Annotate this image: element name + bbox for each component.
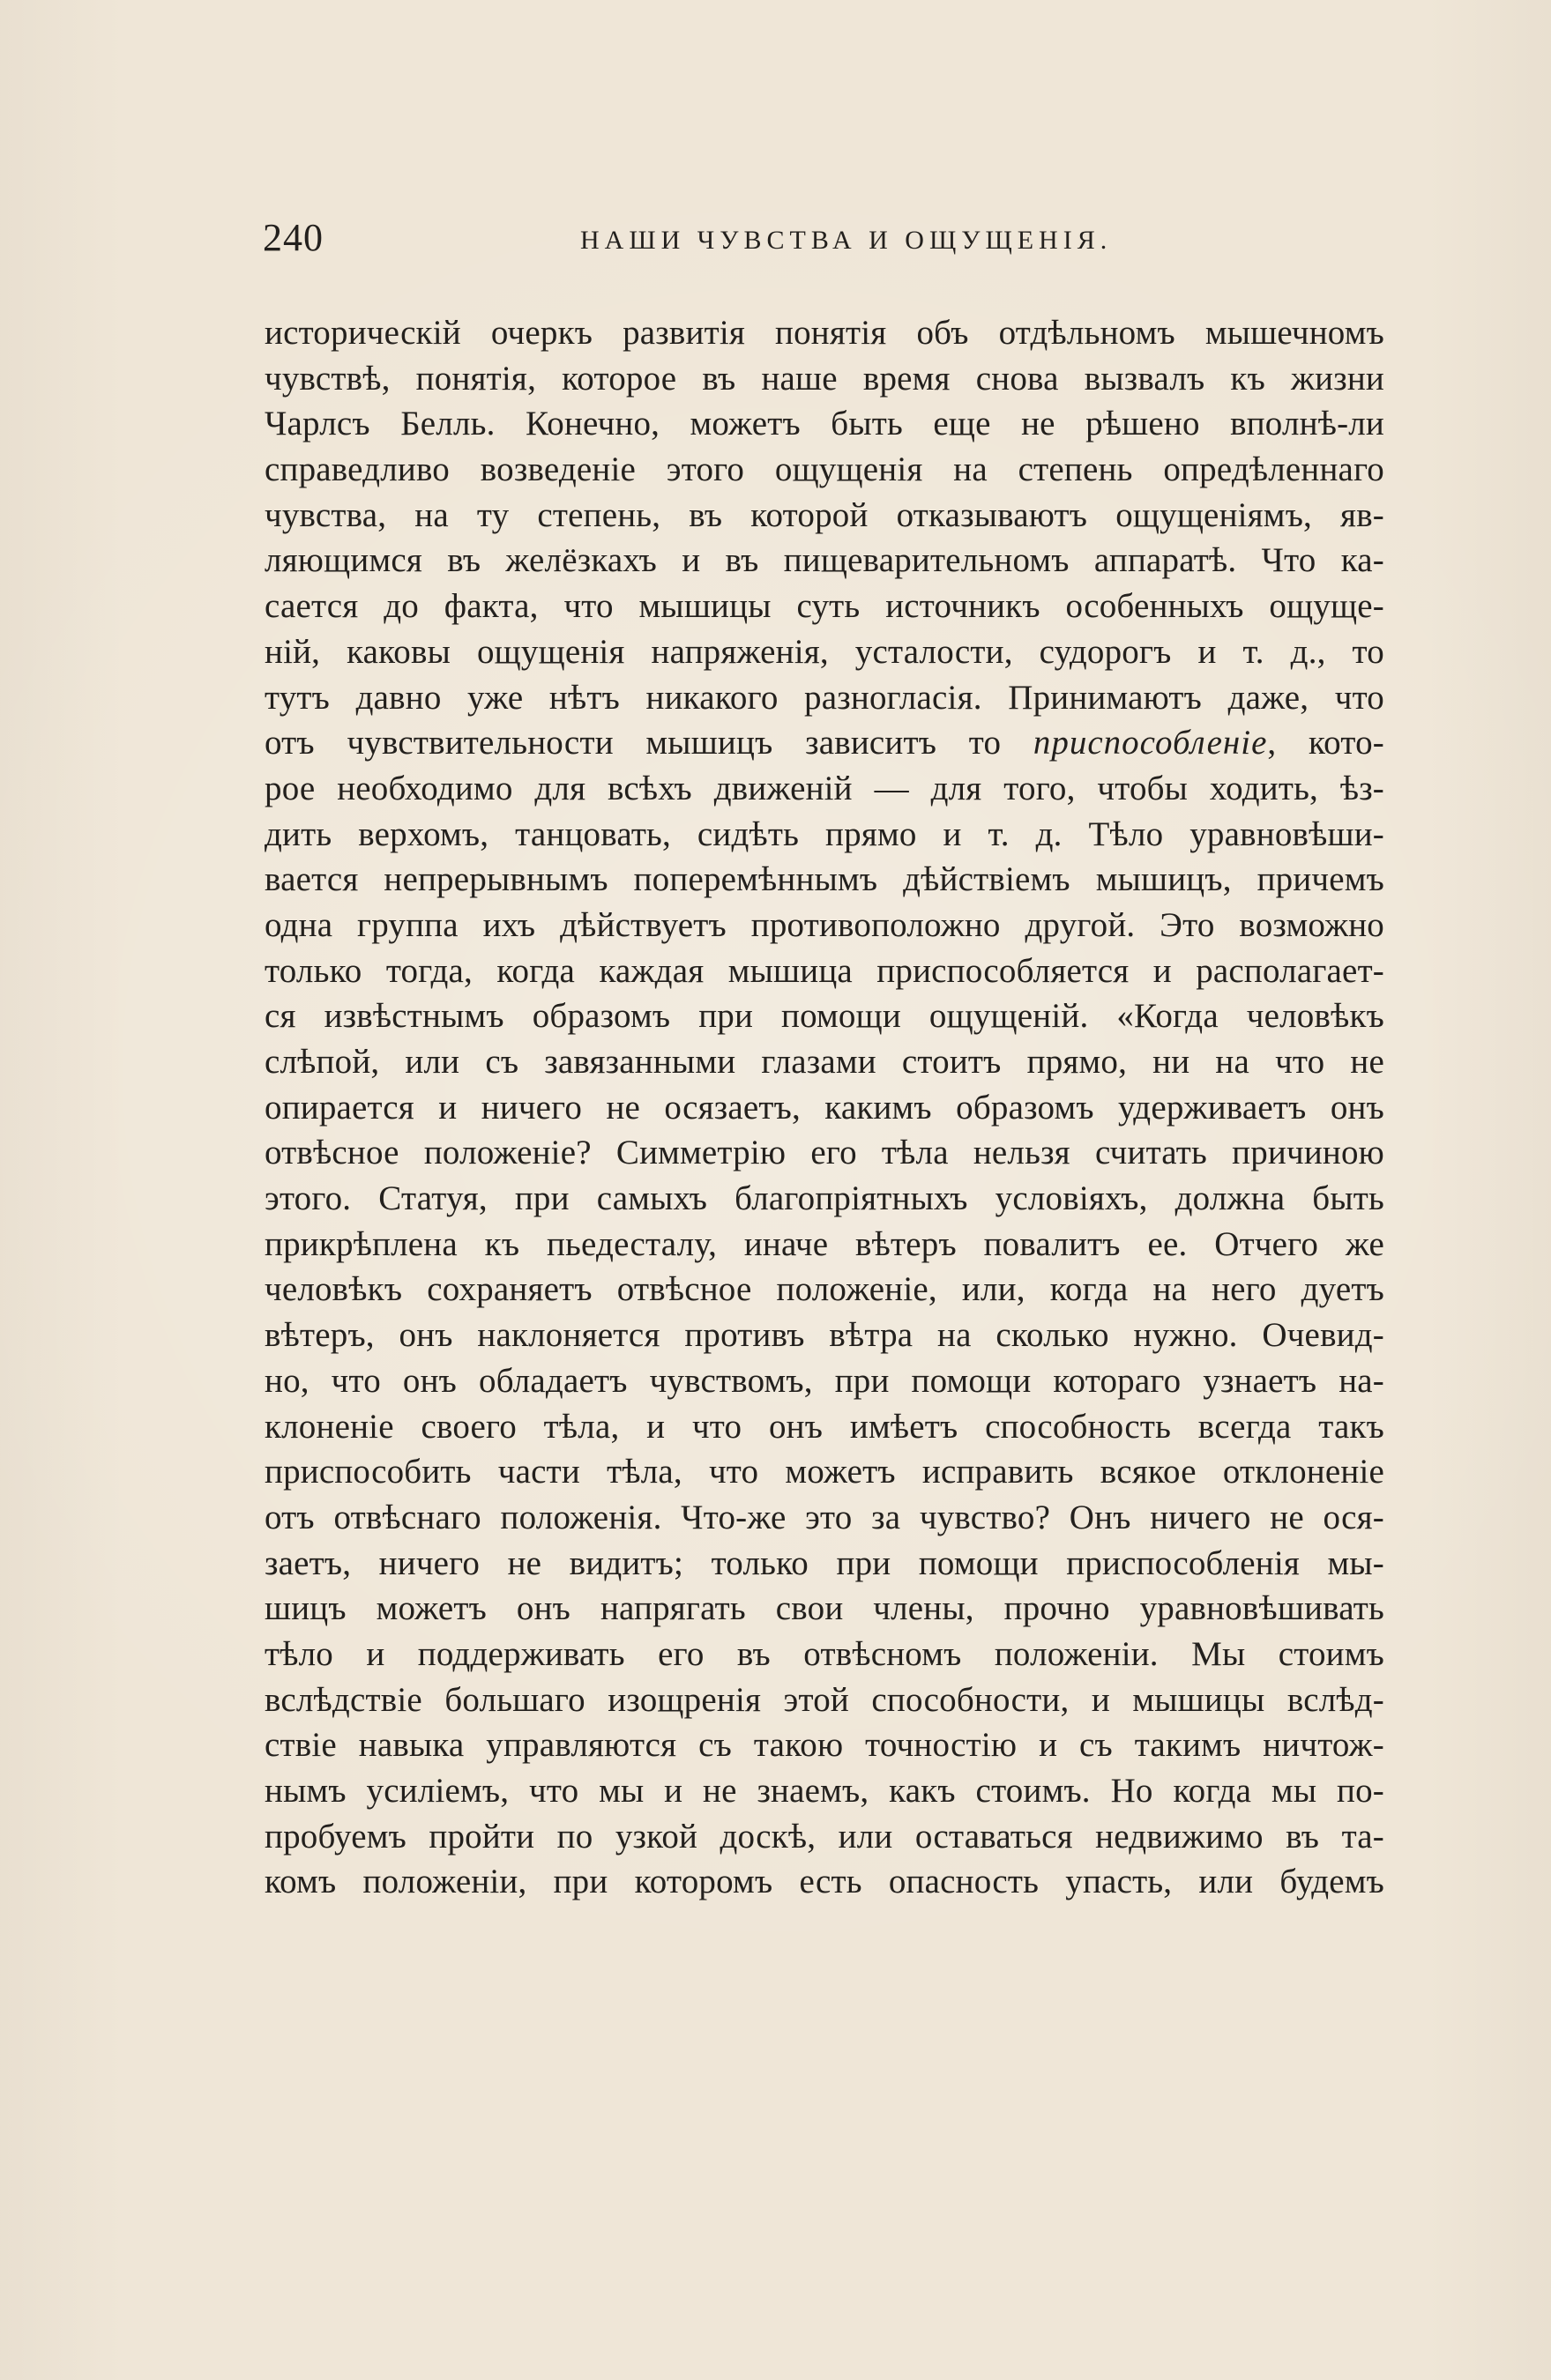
text-line-part: отъ чувствительности мышицъ зависитъ то: [265, 724, 1033, 762]
text-line: опирается и ничего не осязаетъ, какимъ образомъ удерживаетъ онъ: [265, 1088, 1384, 1127]
text-line-part: , кото-: [1267, 724, 1384, 762]
text-line: клоненіе своего тѣла, и что онъ имѣетъ способность всегда такъ: [265, 1407, 1384, 1446]
text-line: вслѣдствіе большаго изощренія этой способности, и мышицы вслѣд-: [265, 1680, 1384, 1719]
text-line: ся извѣстнымъ образомъ при помощи ощущеній. «Когда человѣкъ: [265, 997, 1384, 1036]
text-line: вѣтеръ, онъ наклоняется противъ вѣтра на сколько нужно. Очевид-: [265, 1316, 1384, 1355]
text-line: но, что онъ обладаетъ чувствомъ, при помощи котораго узнаетъ на-: [265, 1361, 1384, 1400]
text-line: только тогда, когда каждая мышица приспособляется и располагает-: [265, 951, 1384, 990]
text-line: пробуемъ пройти по узкой доскѣ, или оставаться недвижимо въ та-: [265, 1817, 1384, 1856]
text-line: приспособить части тѣла, что можетъ исправить всякое отклоненіе: [265, 1453, 1384, 1491]
text-line: чувства, на ту степень, въ которой отказываютъ ощущеніямъ, яв-: [265, 495, 1384, 534]
text-line: комъ положеніи, при которомъ есть опасность упасть, или будемъ: [265, 1863, 1384, 1901]
text-line: заетъ, ничего не видитъ; только при помощи приспособленія мы-: [265, 1543, 1384, 1582]
text-line: Чарлсъ Белль. Конечно, можетъ быть еще не рѣшено вполнѣ-ли: [265, 405, 1384, 443]
text-line: отвѣсное положеніе? Симметрію его тѣла нельзя считать причиною: [265, 1134, 1384, 1172]
text-line: слѣпой, или съ завязанными глазами стоитъ прямо, ни на что не: [265, 1043, 1384, 1081]
text-line: тутъ давно уже нѣтъ никакого разногласія. Принимаютъ даже, что: [265, 678, 1384, 717]
emphasized-word: приспособленіе: [1033, 724, 1268, 762]
text-line: этого. Статуя, при самыхъ благопріятныхъ условіяхъ, должна быть: [265, 1179, 1384, 1218]
text-line: человѣкъ сохраняетъ отвѣсное положеніе, или, когда на него дуетъ: [265, 1270, 1384, 1309]
text-line: чувствѣ, понятія, которое въ наше время снова вызвалъ къ жизни: [265, 359, 1384, 398]
text-line: нымъ усиліемъ, что мы и не знаемъ, какъ стоимъ. Но когда мы по-: [265, 1772, 1384, 1810]
page-number: 240: [263, 216, 324, 259]
text-line: прикрѣплена къ пьедесталу, иначе вѣтеръ повалитъ ее. Отчего же: [265, 1224, 1384, 1263]
text-line: вается непрерывнымъ поперемѣннымъ дѣйствіемъ мышицъ, причемъ: [265, 860, 1384, 899]
text-line: справедливо возведеніе этого ощущенія на степень опредѣленнаго: [265, 450, 1384, 489]
text-line: одна группа ихъ дѣйствуетъ противоположно другой. Это возможно: [265, 905, 1384, 944]
text-line: тѣло и поддерживать его въ отвѣсномъ положеніи. Мы стоимъ: [265, 1634, 1384, 1673]
text-line: рое необходимо для всѣхъ движеній — для того, чтобы ходить, ѣз-: [265, 769, 1384, 807]
page-header: [263, 216, 1409, 271]
text-line: дить верхомъ, танцовать, сидѣть прямо и т. д. Тѣло уравновѣши-: [265, 814, 1384, 853]
body-text: [265, 310, 1384, 1905]
text-line: ній, каковы ощущенія напряженія, усталости, судорогъ и т. д., то: [265, 632, 1384, 671]
text-line-with-emphasis: [265, 720, 1384, 766]
text-line: историческій очеркъ развитія понятія объ отдѣльномъ мышечномъ: [265, 314, 1384, 352]
text-line: ляющимся въ желёзкахъ и въ пищеварительномъ аппаратѣ. Что ка-: [265, 541, 1384, 580]
text-line: сается до факта, что мышицы суть источникъ особенныхъ ощуще-: [265, 587, 1384, 626]
text-line: шицъ можетъ онъ напрягать свои члены, прочно уравновѣшивать: [265, 1589, 1384, 1628]
text-line: отъ отвѣснаго положенія. Что-же это за чувство? Онъ ничего не ося-: [265, 1498, 1384, 1536]
text-line: ствіе навыка управляются съ такою точностію и съ такимъ ничтож-: [265, 1726, 1384, 1765]
running-head: НАШИ ЧУВСТВА И ОЩУЩЕНІЯ.: [580, 226, 1113, 255]
